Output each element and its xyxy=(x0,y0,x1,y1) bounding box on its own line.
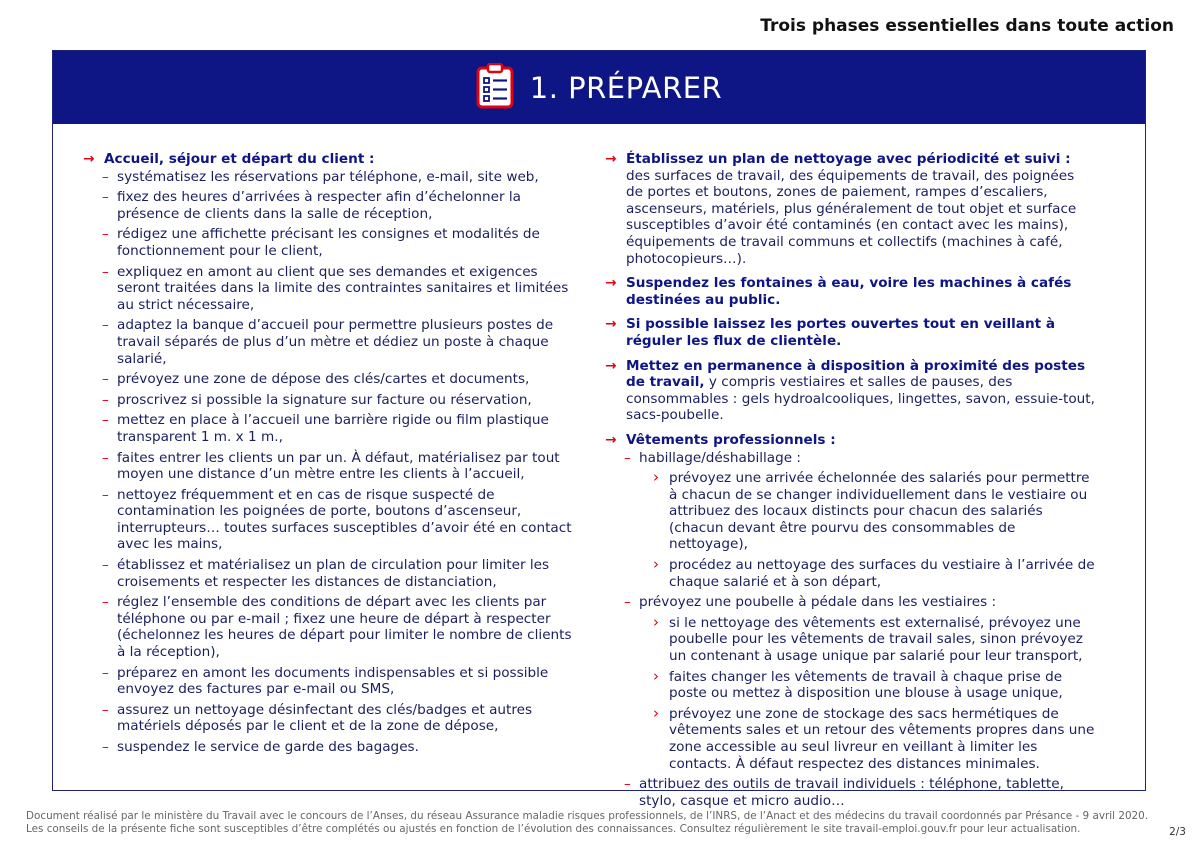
clipboard-checklist-icon xyxy=(476,63,516,113)
content-frame xyxy=(52,50,1146,809)
sub-list-item: › procédez au nettoyage des surfaces du vestiaire à l’arrivée de chaque salarié et à son départ, xyxy=(653,555,1095,590)
dash-bullet-icon: – xyxy=(102,391,109,408)
arrow-bullet-icon: → xyxy=(83,151,95,167)
dash-bullet-icon: – xyxy=(102,371,109,388)
chevron-bullet-icon: › xyxy=(653,555,659,574)
chevron-bullet-icon: › xyxy=(653,612,659,631)
list-item: – fixez des heures d’arrivées à respecter afin d’échelonner la présence de clients dans la salle de réception, xyxy=(102,189,521,222)
chevron-bullet-icon: › xyxy=(653,666,659,685)
list-item: – rédigez une affichette précisant les consignes et modalités de fonctionnement pour le client, xyxy=(102,226,540,259)
list-item: – habillage/déshabillage : xyxy=(624,449,802,466)
dash-bullet-icon: – xyxy=(102,226,109,243)
dash-bullet-icon: – xyxy=(102,168,109,185)
footer-note xyxy=(26,810,1148,835)
section-banner xyxy=(53,51,1145,124)
fountains-bullet: → Suspendez les fontaines à eau, voire les machines à cafés destinées au public. xyxy=(605,275,1072,308)
list-item: – nettoyez fréquemment et en cas de risque suspecté de contamination les poignées de porte, boutons d’ascenseur, interrupteurs… toutes surfaces susceptibles d’avoir été en contact avec les mains, xyxy=(102,486,572,553)
arrow-bullet-icon: → xyxy=(605,316,617,333)
arrow-bullet-icon: → xyxy=(605,431,617,448)
list-item: – faites entrer les clients un par un. À défaut, matérialisez par tout moyen une distance d’un mètre entre les clients à l’accueil, xyxy=(102,449,560,483)
dash-bullet-icon: – xyxy=(624,594,631,611)
dash-bullet-icon: – xyxy=(624,449,631,466)
list-item: – mettez en place à l’accueil une barrière rigide ou film plastique transparent 1 m. x 1 m., xyxy=(102,412,549,445)
sub-list-item: › prévoyez une arrivée échelonnée des salariés pour permettre à chacun de se changer individuellement dans le vestiaire ou attribuez des locaux distincts pour chacun des salariés (chacun devant être pourvu des consommables de nettoyage), xyxy=(653,468,1090,553)
sub-list-item: › faites changer les vêtements de travail à chaque prise de poste ou mettez à disposition une blouse à usage unique, xyxy=(653,666,1063,702)
clothing-bullet: → Vêtements professionnels : – habillage/déshabillage : › prévoyez une arrivée échelonnée des salariés pour permettre à chacun de se changer individuellement dans le vestiaire ou attribuez des locaux distincts pour chacun des salariés (chacun devant être pourvu des consommables de nettoyage), › procédez au nettoyage des surfaces du vestiaire à l’arrivée de chaque salarié et à son départ, – prévoyez une poubelle à pédale dans les vestiaires : › si le nettoyage des vêtements est externalisé, prévoyez une poubelle pour les vêtements de travail sales, sinon prévoyez un contenant à usage unique par salarié pour leur transport, › faites changer les vêtements de travail à chaque prise de poste ou mettez à disposition une blouse à usage unique, › prévoyez une zone de stockage des sacs hermétiques de vêtements sales et un retour des vêtements propres dans une zone accessible au seul livreur en veillant à limiter les contacts. À défaut respectez des distances minimales. – attribuez des outils de travail individuels : téléphone, tablette, stylo, casque et micro audio… xyxy=(605,431,1095,809)
doors-bullet: → Si possible laissez les portes ouvertes tout en veillant à réguler les flux de clientèle. xyxy=(605,316,1056,349)
accueil-heading: Accueil, séjour et départ du client : xyxy=(104,151,375,167)
footer-line-2: Les conseils de la présente fiche sont susceptibles d’être complétés ou ajustés en fonction de l’évolution des connaissances. Consultez régulièrement le site travail-emploi.gouv.fr pour leur actualisation. xyxy=(26,822,1081,835)
sub-list-item: › prévoyez une zone de stockage des sacs hermétiques de vêtements sales et un retour des vêtements propres dans une zone accessible au seul livreur en veillant à limiter les contacts. À défaut respectez des distances minimales. xyxy=(653,703,1095,772)
dash-bullet-icon: – xyxy=(102,701,109,718)
arrow-bullet-icon: → xyxy=(605,357,617,374)
dash-bullet-icon: – xyxy=(102,557,109,574)
consumables-bullet: → Mettez en permanence à disposition à proximité des postes de travail, y compris vestiaires et salles de pauses, des consommables : gels hydroalcooliques, lingettes, savon, essuie-tout, sacs-poubelle. xyxy=(605,357,1095,424)
dash-bullet-icon: – xyxy=(102,739,109,755)
list-item: – préparez en amont les documents indispensables et si possible envoyez des factures par e-mail ou SMS, xyxy=(102,664,549,698)
right-column xyxy=(603,151,1095,817)
list-item: – expliquez en amont au client que ses demandes et exigences seront traitées dans la limite des contraintes sanitaires et limitées au strict nécessaire, xyxy=(102,263,569,313)
list-item: – prévoyez une poubelle à pédale dans les vestiaires : xyxy=(624,594,997,611)
dash-bullet-icon: – xyxy=(102,486,109,503)
chevron-bullet-icon: › xyxy=(653,703,659,722)
arrow-bullet-icon: → xyxy=(605,275,617,292)
dash-bullet-icon: – xyxy=(624,776,631,793)
dash-bullet-icon: – xyxy=(102,449,109,466)
dash-bullet-icon: – xyxy=(102,664,109,681)
list-item: – établissez et matérialisez un plan de circulation pour limiter les croisements et respecter les distances de distanciation, xyxy=(102,557,550,590)
arrow-bullet-icon: → xyxy=(605,151,617,167)
cleaning-plan-bullet: → Établissez un plan de nettoyage avec périodicité et suivi : des surfaces de travail, des équipements de travail, des poignées de portes et boutons, zones de paiement, rampes d’escaliers, ascenseurs, matériels, plus généralement de tout objet et surface susceptibles d’avoir été contaminés (en contact avec les mains), équipements de travail communs et collectifs (machines à café, photocopieurs…). xyxy=(605,151,1077,267)
dash-bullet-icon: – xyxy=(102,594,109,611)
list-item: – proscrivez si possible la signature sur facture ou réservation, xyxy=(102,391,532,408)
list-item: – attribuez des outils de travail individuels : téléphone, tablette, stylo, casque et micro audio… xyxy=(624,776,1064,809)
list-item: – suspendez le service de garde des bagages. xyxy=(102,739,419,755)
list-item: – assurez un nettoyage désinfectant des clés/badges et autres matériels déposés par le client et de la zone de dépose, xyxy=(102,701,533,735)
accueil-section xyxy=(81,151,581,756)
footer-line-1: Document réalisé par le ministère du Travail avec le concours de l’Anses, du réseau Assurance maladie risques professionnels, de l’INRS, de l’Anact et des médecins du travail coordonnés par Présance - 9 avril 2020. xyxy=(26,810,1149,822)
page-number: 2/3 xyxy=(1169,826,1186,838)
dash-bullet-icon: – xyxy=(102,263,109,280)
dash-bullet-icon: – xyxy=(102,189,109,206)
list-item: – systématisez les réservations par téléphone, e-mail, site web, xyxy=(102,168,539,185)
left-column xyxy=(81,151,581,817)
section-title: 1. PRÉPARER xyxy=(529,70,723,105)
list-item: – réglez l’ensemble des conditions de départ avec les clients par téléphone ou par e-mail ; fixez une heure de départ à respecter (échelonnez les heures de départ pour limiter le nombre de clients à la réception), xyxy=(102,594,572,661)
list-item: – adaptez la banque d’accueil pour permettre plusieurs postes de travail séparés de plus d’un mètre et dédiez un poste à chaque salarié, xyxy=(102,317,554,367)
dash-bullet-icon: – xyxy=(102,412,109,429)
sub-list-item: › si le nettoyage des vêtements est externalisé, prévoyez une poubelle pour les vêtements de travail sales, sinon prévoyez un contenant à usage unique par salarié pour leur transport, xyxy=(653,612,1083,665)
page-header-title: Trois phases essentielles dans toute action xyxy=(760,16,1174,36)
list-item: – prévoyez une zone de dépose des clés/cartes et documents, xyxy=(102,371,530,388)
chevron-bullet-icon: › xyxy=(653,468,659,487)
dash-bullet-icon: – xyxy=(102,317,109,334)
